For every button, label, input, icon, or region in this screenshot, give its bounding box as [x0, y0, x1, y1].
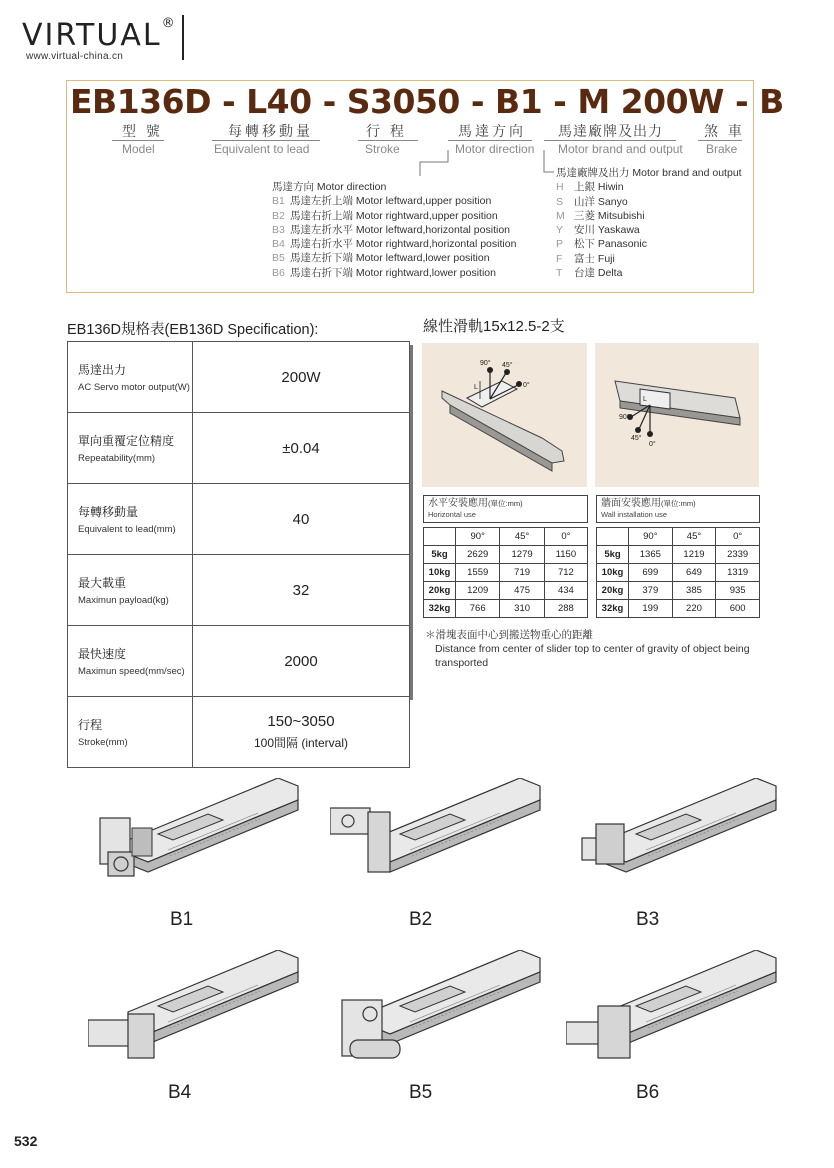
table-row: 32kg 766 310 288 — [424, 600, 588, 618]
angle-90-label: 90° — [480, 360, 491, 367]
variant-b3-illustration — [566, 778, 798, 888]
distance-note-cn: ＊滑塊表面中心到搬送物重心的距離 — [425, 629, 593, 641]
variant-label-b6: B6 — [636, 1082, 660, 1103]
table-row: 20kg 379 385 935 — [597, 582, 760, 600]
variant-b6-illustration — [566, 950, 798, 1060]
table-row: 馬達出力 AC Servo motor output(W) 200W — [68, 342, 410, 413]
variant-label-b4: B4 — [168, 1082, 192, 1103]
variant-label-b5: B5 — [409, 1082, 433, 1103]
variant-label-b3: B3 — [636, 909, 660, 930]
list-item: S 山洋 Sanyo — [556, 195, 628, 208]
variant-b4-illustration — [88, 950, 320, 1060]
list-item: M 三菱 Mitsubishi — [556, 209, 645, 222]
motor-direction-heading: 馬達方向 Motor direction — [272, 181, 387, 193]
table-row: 行程 Stroke(mm) 150~3050 100間隔 (interval) — [68, 697, 410, 768]
variant-b5-illustration — [330, 950, 562, 1060]
angle-90-label: 90° — [619, 414, 630, 421]
angle-45-label: 45° — [502, 362, 513, 369]
variant-b1-illustration — [88, 778, 320, 888]
variant-label-b1: B1 — [170, 909, 194, 930]
table-row: 32kg 199 220 600 — [597, 600, 760, 618]
table-row: 10kg 1559 719 712 — [424, 564, 588, 582]
horizontal-use-illustration — [422, 343, 587, 487]
segment-direction: 馬達方向 — [458, 123, 526, 139]
table-row: 5kg 2629 1279 1150 — [424, 546, 588, 564]
segment-brake: 煞 車 — [704, 123, 745, 139]
motor-brand-list — [556, 166, 742, 280]
list-item: B2 馬達右折上端 Motor rightward,upper position — [272, 209, 498, 222]
rail-title: 線性滑軌15x12.5-2支 — [423, 318, 565, 335]
angle-0-label: 0° — [523, 382, 530, 389]
table-row: 20kg 1209 475 434 — [424, 582, 588, 600]
table-row: 5kg 1365 1219 2339 — [597, 546, 760, 564]
table-row: 90° 45° 0° — [424, 528, 588, 546]
table-row: 10kg 699 649 1319 — [597, 564, 760, 582]
table-row: 單向重覆定位精度 Repeatability(mm) ±0.04 — [68, 413, 410, 484]
angle-0-label: 0° — [649, 441, 656, 448]
table-row: 每轉移動量 Equivalent to lead(mm) 40 — [68, 484, 410, 555]
list-item: B5 馬達左折下端 Motor leftward,lower position — [272, 252, 490, 265]
list-item: T 台達 Delta — [556, 267, 623, 280]
segment-brake-en: Brake — [706, 142, 738, 156]
list-item: B1 馬達左折上端 Motor leftward,upper position — [272, 195, 492, 208]
wall-use-illustration — [595, 343, 759, 487]
segment-brand-en: Motor brand and output — [558, 142, 683, 156]
horizontal-load-title: 水平安裝應用 — [428, 498, 488, 509]
distance-note — [425, 628, 765, 670]
distance-note-en: Distance from center of slider top to center of gravity of object being transported — [435, 643, 750, 669]
table-row: 最大載重 Maximun payload(kg) 32 — [68, 555, 410, 626]
list-item: Y 安川 Yaskawa — [556, 224, 640, 237]
table-row: 90° 45° 0° — [597, 528, 760, 546]
brand-url: www.virtual-china.cn — [26, 51, 124, 62]
spec-table — [67, 341, 410, 768]
list-item: F 富士 Fuji — [556, 252, 615, 265]
length-label: L — [474, 384, 478, 391]
model-code: EB136D - L40 - S3050 - B1 - M 200W - B — [70, 82, 784, 121]
list-item: H 上銀 Hiwin — [556, 181, 624, 194]
wall-load-subtitle: Wall installation use — [601, 510, 668, 519]
variant-label-b2: B2 — [409, 909, 433, 930]
table-row: 最快速度 Maximun speed(mm/sec) 2000 — [68, 626, 410, 697]
brand-name: VIRTUAL — [22, 18, 162, 53]
wall-load-table: 牆面安裝應用(單位:mm) Wall installation use 90° 45° 0° 5kg 1365 1219 2339 10kg 699 649 1319 20kg 379 385 935 32kg 199 220 600 — [596, 495, 760, 618]
segment-stroke: 行 程 — [366, 123, 407, 139]
table-shadow — [410, 345, 413, 700]
list-item: P 松下 Panasonic — [556, 238, 647, 251]
variant-b2-illustration — [330, 778, 562, 888]
horizontal-load-table: 水平安裝應用(單位:mm) Horizontal use 90° 45° 0° 5kg 2629 1279 1150 10kg 1559 719 712 20kg 1209 475 434 32kg 766 310 288 — [423, 495, 588, 618]
registered-mark: ® — [161, 16, 177, 31]
segment-brand: 馬達廠牌及出力 — [558, 123, 663, 139]
segment-stroke-en: Stroke — [365, 142, 400, 156]
page-number: 532 — [14, 1133, 38, 1149]
list-item: B4 馬達右折水平 Motor rightward,horizontal position — [272, 238, 517, 251]
horizontal-load-subtitle: Horizontal use — [428, 510, 476, 519]
wall-load-title: 牆面安裝應用 — [601, 498, 661, 509]
motor-brand-heading: 馬達廠牌及出力 Motor brand and output — [556, 167, 742, 179]
segment-model-en: Model — [122, 142, 155, 156]
list-item: B6 馬達右折下端 Motor rightward,lower position — [272, 266, 496, 279]
motor-direction-list — [272, 180, 516, 280]
segment-direction-en: Motor direction — [455, 142, 535, 156]
angle-45-label: 45° — [631, 435, 642, 442]
segment-lead: 每轉移動量 — [228, 123, 313, 139]
spec-title: EB136D規格表(EB136D Specification): — [67, 322, 319, 338]
segment-model: 型 號 — [122, 123, 163, 139]
segment-lead-en: Equivalent to lead — [214, 142, 310, 156]
length-label: L — [643, 396, 647, 403]
list-item: B3 馬達左折水平 Motor leftward,horizontal position — [272, 223, 510, 236]
